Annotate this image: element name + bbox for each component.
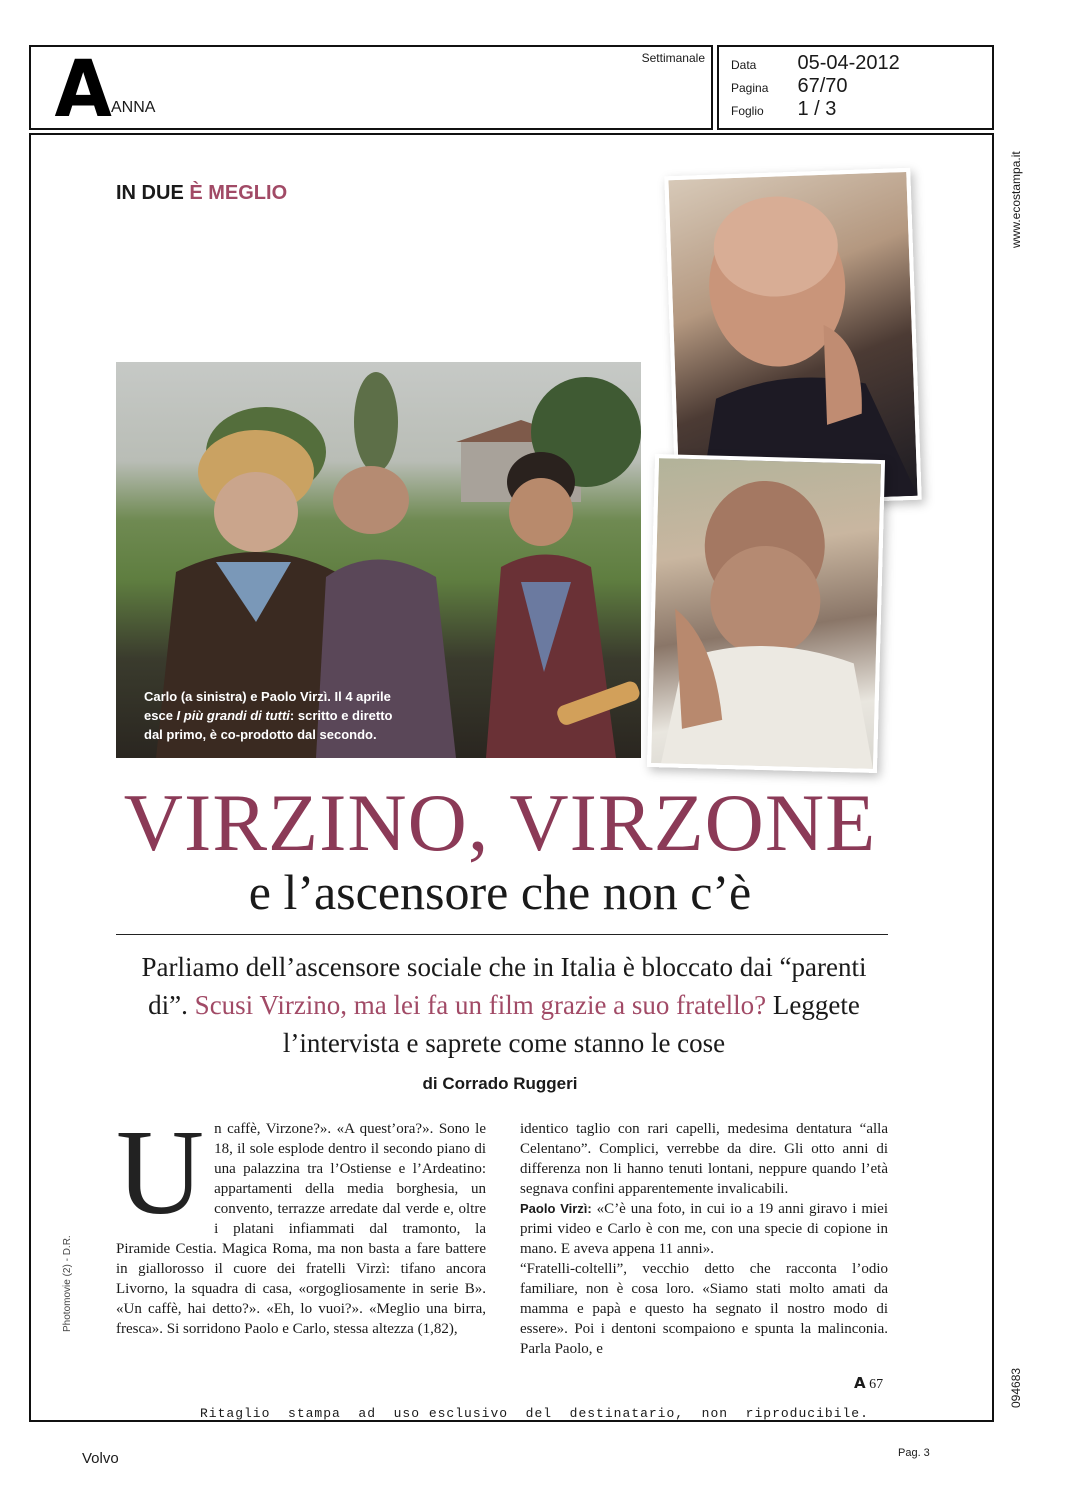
dek-part-1: Parliamo dell’ascensore sociale che in Italia è bloccato dai “parenti di”. [141,952,867,1020]
kicker-part-1: IN DUE [116,182,190,204]
body-right-para-1: identico taglio con rari capelli, medesima dentatura “alla Celentano”. Complici, verrebbe da dire. Gli otto anni di differenza non li hanno tenuti lontani, neppure quando l’età segnava confini apparentemente invalicabili. [520,1121,888,1197]
dek-part-3: Leggete l’intervista e saprete come stanno le cose [282,990,860,1058]
kicker-part-2: È MEGLIO [189,182,288,204]
header-meta-box [717,45,994,130]
body-column-right [520,1119,888,1359]
byline: di Corrado Ruggeri [422,1074,578,1093]
body-column-left [116,1105,486,1339]
meta-page-value: 67/70 [797,75,848,97]
portrait-bottom-figure [651,458,881,769]
page-number: 67 [869,1377,884,1392]
caption-line-1: Carlo (a sinistra) e Paolo Virzì. Il 4 aprile [144,689,391,704]
caption-line-2-post: : scritto e diretto [289,708,393,723]
portrait-photo-bottom [647,454,885,773]
photo-caption [144,687,444,744]
meta-sheet-value: 1 / 3 [797,98,837,120]
source-url: www.ecostampa.it [1009,151,1023,248]
title-divider [116,934,888,935]
frequency-label: Settimanale [641,51,705,65]
drop-cap: U [116,1105,205,1240]
meta-date-label: Data [731,58,757,72]
page-marker [854,1374,883,1393]
speaker-label: Paolo Virzì: [520,1201,592,1216]
article-subtitle: e l’ascensore che non c’è [248,864,752,920]
body-right-para-2-text: «C’è una foto, in cui io a 19 anni giravo i miei primi video e Carlo è con me, con una specie di copione in mano. E aveva appena 11 anni». [520,1201,888,1257]
photo-credit: Photomovie (2) - D.R. [62,1235,73,1332]
meta-date-value: 05-04-2012 [797,52,900,74]
caption-line-2-pre: esce [144,708,177,723]
header-publication-box [29,45,713,135]
caption-line-2 [144,706,444,725]
meta-page-row [731,75,848,98]
page-logo-letter: A [854,1374,866,1392]
article-title: VIRZINO, VIRZONE [123,777,877,868]
dek-part-2: Scusi Virzino, ma lei fa un film grazie a suo fratello? [194,990,767,1020]
caption-film-title: I più grandi di tutti [176,708,290,723]
publication-logo: A [54,45,112,135]
meta-sheet-row [731,98,836,121]
caption-line-3: dal primo, è co-prodotto dal secondo. [144,727,377,742]
meta-date-row [731,52,900,75]
main-photo [116,362,641,758]
reproduction-notice: Ritaglio stampa ad uso esclusivo del destinatario, non riproducibile. [200,1406,869,1421]
body-left-text: n caffè, Virzone?». «A quest’ora?». Sono le 18, il sole esplode dentro il secondo piano di una palazzina tra l’Ostiense e l’Ardeatino: appartamenti della media borghesia, un convento, terrazze arredate dal verde e, oltre i platani infiammati dal tramonto, la Piramide Cestia. Magica Roma, ma non basta a fare battere in giallorosso il cuore dei fratelli Virzì: tifano ancora Livorno, la squadra di casa, «orgogliosamente in serie B». «Un caffè, hai detto?». «Eh, lo vuoi?». «Meglio una birra, fresca». Si sorridono Paolo e Carlo, stessa altezza (1,82), [116,1121,486,1337]
body-right-para-3: “Fratelli-coltelli”, vecchio detto che racconta l’odio familiare, non è cosa loro. «Siamo stati molto amati da mamma e papà e questo ha segnato il nostro modo di essere». Poi i dentoni scompaiono e spunta la malinconia. Parla Paolo, e [520,1261,888,1357]
meta-sheet-label: Foglio [731,104,764,118]
document-page: Pag. 3 [898,1447,930,1459]
article-dek [140,948,868,1062]
portrait-top-figure [668,172,917,504]
clipping-code: 094683 [1009,1367,1023,1408]
publication-name: ANNA [111,99,156,116]
meta-page-label: Pagina [731,81,769,95]
section-kicker [116,182,287,205]
client-name: Volvo [82,1450,119,1467]
body-right-para-2 [520,1199,888,1259]
